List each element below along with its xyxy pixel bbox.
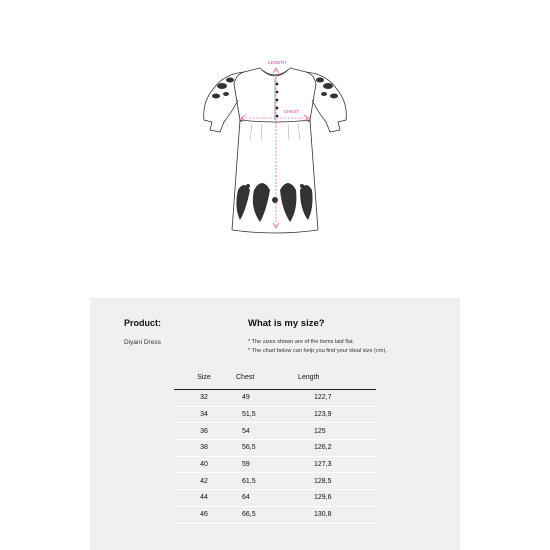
table-row: [174, 407, 376, 424]
cell-size: 40: [200, 461, 208, 469]
size-info-panel: [90, 298, 460, 550]
table-row: [174, 457, 376, 474]
table-row: [174, 490, 376, 507]
dress-sketch: [180, 40, 370, 240]
note-laid-flat: * The sizes shown are of the items laid flat.: [248, 339, 355, 345]
table-row: [174, 440, 376, 457]
cell-length: 125: [314, 427, 326, 435]
cell-length: 122,7: [314, 394, 332, 402]
header-chest: Chest: [236, 374, 255, 381]
cell-chest: 49: [242, 394, 250, 402]
cell-length: 129,6: [314, 494, 332, 502]
size-table: [174, 371, 376, 524]
cell-size: 44: [200, 494, 208, 502]
table-row: [174, 473, 376, 490]
size-guide-title: What is my size?: [248, 318, 325, 329]
cell-size: 46: [200, 511, 208, 519]
cell-size: 32: [200, 394, 208, 402]
cell-chest: 51,5: [242, 411, 256, 419]
dress-illustration: [180, 40, 370, 240]
cell-length: 126,2: [314, 444, 332, 452]
header-length: Length: [298, 374, 320, 381]
length-label: LENGTH: [268, 60, 287, 65]
cell-chest: 64: [242, 494, 250, 502]
cell-length: 127,3: [314, 461, 332, 469]
cell-size: 38: [200, 444, 208, 452]
size-table-header: [174, 371, 376, 390]
cell-chest: 56,5: [242, 444, 256, 452]
table-row: [174, 390, 376, 407]
product-label: Product:: [124, 318, 161, 328]
cell-length: 128,5: [314, 477, 332, 485]
header-size: Size: [197, 374, 211, 381]
cell-length: 123,9: [314, 411, 332, 419]
cell-length: 130,8: [314, 511, 332, 519]
cell-size: 36: [200, 427, 208, 435]
cell-chest: 61,5: [242, 477, 256, 485]
cell-chest: 66,5: [242, 511, 256, 519]
note-ideal-size: * The chart below can help you find your ideal size (cm).: [248, 348, 387, 354]
product-name: Diyani Dress: [124, 339, 161, 346]
cell-size: 34: [200, 411, 208, 419]
table-row: [174, 423, 376, 440]
cell-chest: 59: [242, 461, 250, 469]
cell-chest: 54: [242, 427, 250, 435]
cell-size: 42: [200, 477, 208, 485]
table-row: [174, 507, 376, 524]
chest-label: CHEST: [284, 109, 300, 114]
